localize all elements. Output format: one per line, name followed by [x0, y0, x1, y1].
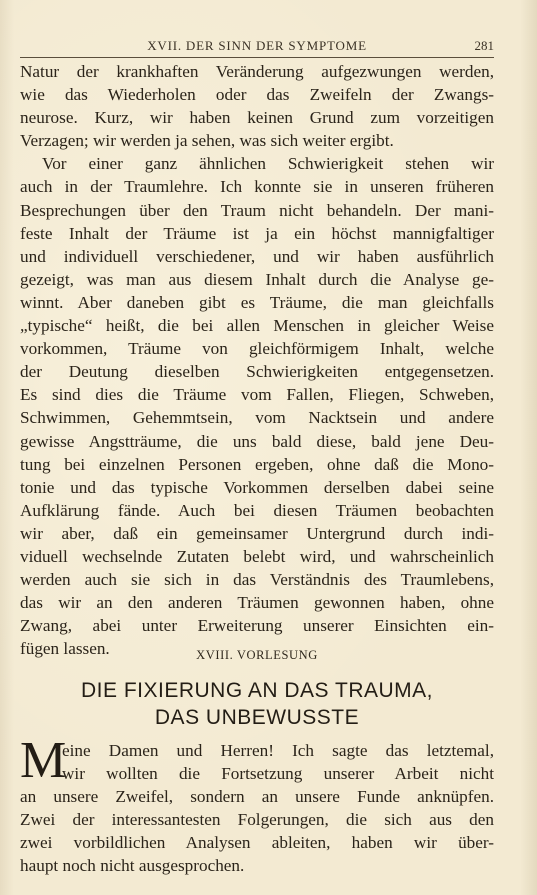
text-line: Besprechungen über den Traum nicht behandeln. Der mani-: [20, 200, 494, 220]
body-text: [20, 60, 494, 660]
text-line: fügen lassen.: [20, 639, 110, 659]
drop-cap: M: [20, 732, 67, 789]
text-line: das wir an den anderen Träumen gewonnen haben, ohne: [20, 593, 494, 613]
text-line: wir aber, daß ein gemeinsamer Untergrund durch indi-: [20, 523, 494, 543]
text-line: wir wollten die Fortsetzung unserer Arbeit nicht: [62, 764, 494, 784]
page-number: 281: [474, 38, 494, 53]
header-rule: [20, 57, 494, 58]
text-line: wie das Wiederholen oder das Zweifeln der Zwangs-: [20, 85, 494, 105]
chapter-title-line: DIE FIXIERUNG AN DAS TRAUMA,: [81, 679, 433, 702]
text-line: vorkommen, Träume von gleichförmigem Inhalt, welche: [20, 339, 494, 359]
opening-paragraph: [20, 732, 494, 878]
text-line: auch in der Traumlehre. Ich konnte sie in unseren früheren: [20, 177, 494, 197]
text-line: tung bei einzelnen Personen ergeben, ohne daß die Mono-: [20, 454, 494, 474]
text-line: werden auch sie sich in das Verständnis des Traumlebens,: [20, 570, 494, 590]
running-head: [20, 36, 494, 58]
text-line: Zwei der interessantesten Folgerungen, die sich aus den: [20, 810, 494, 830]
text-line: eine Damen und Herren! Ich sagte das letztemal,: [62, 741, 494, 760]
text-line: tonie und das typische Vorkommen derselben dabei seine: [20, 477, 494, 497]
text-line: viduell wechselnde Zutaten belebt wird, und wahrscheinlich: [20, 546, 494, 566]
running-title: XVII. DER SINN DER SYMPTOME: [147, 38, 367, 53]
text-line: „typische“ heißt, die bei allen Menschen in gleicher Weise: [20, 316, 494, 336]
text-line: feste Inhalt der Träume ist ja ein höchst mannigfaltiger: [20, 223, 494, 243]
text-line: und individuell verschiedener, und wir haben ausführlich: [20, 246, 494, 266]
text-line: winnt. Aber daneben gibt es Träume, die man gleichfalls: [20, 292, 494, 312]
text-line: Schwimmen, Gehemmtsein, vom Nacktsein und andere: [20, 408, 494, 428]
text-line: zwei vorbildlichen Analysen ableiten, haben wir über-: [20, 833, 494, 853]
chapter-title-line: DAS UNBEWUSSTE: [154, 706, 360, 729]
text-line: neurose. Kurz, wir haben keinen Grund zum vorzeitigen: [20, 108, 494, 128]
lecture-label: XVIII. VORLESUNG: [196, 648, 318, 662]
text-line: der Deutung dieselben Schwierigkeiten entgegensetzen.: [20, 362, 494, 382]
text-line: gewisse Angstträume, die uns bald diese, bald jene Deu-: [20, 431, 494, 451]
chapter-title: [20, 677, 494, 731]
text-line: Natur der krankhaften Veränderung aufgezwungen werden,: [20, 62, 494, 81]
text-line: gezeigt, was man aus diesem Inhalt durch die Analyse ge-: [20, 269, 494, 289]
text-line: an unsere Zweifel, sondern an unsere Funde anknüpfen.: [20, 787, 494, 807]
text-line: Zwang, abei unter Erweiterung unserer Einsichten ein-: [20, 616, 494, 636]
text-line: Verzagen; wir werden ja sehen, was sich weiter ergibt.: [20, 131, 394, 151]
text-line: haupt noch nicht ausgesprochen.: [20, 856, 245, 876]
text-line: Es sind dies die Träume vom Fallen, Fliegen, Schweben,: [20, 385, 494, 405]
text-line: Vor einer ganz ähnlichen Schwierigkeit stehen wir: [42, 154, 494, 174]
text-line: Aufklärung fände. Auch bei diesen Träumen beobachten: [20, 500, 494, 520]
